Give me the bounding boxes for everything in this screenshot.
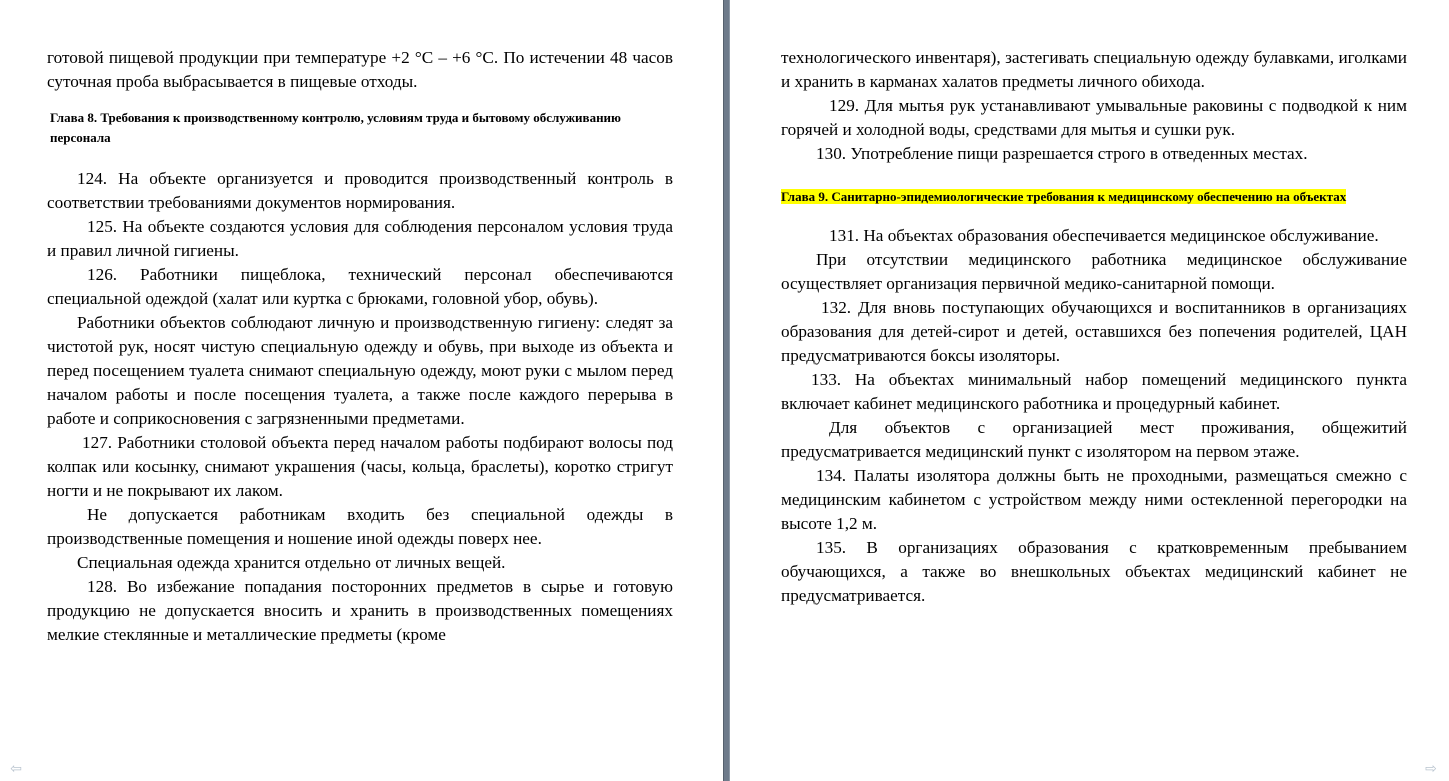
- paragraph: готовой пищевой продукции при температуре +2 °С – +6 °С. По истечении 48 часов суточная проба выбрасывается в пищевые отходы.: [47, 48, 673, 91]
- chapter-heading-highlighted: Глава 9. Санитарно-эпидемиологические требования к медицинскому обеспечению на объектах: [781, 189, 1347, 204]
- paragraph-128: 128. Во избежание попадания посторонних предметов в сырье и готовую продукцию не допускается вносить и хранить в производственных помещениях мелкие стеклянные и металлические предметы (кроме: [47, 577, 673, 644]
- paragraph-124: 124. На объекте организуется и проводится производственный контроль в соответствии требованиями документов нормирования.: [47, 169, 673, 212]
- paragraph-126: 126. Работники пищеблока, технический персонал обеспечиваются специальной одеждой (халат или куртка с брюками, головной убор, обувь).: [47, 265, 673, 308]
- paragraph-125: 125. На объекте создаются условия для соблюдения персоналом условия труда и правил личной гигиены.: [47, 217, 673, 260]
- previous-page-icon[interactable]: ⇦: [10, 761, 22, 777]
- paragraph-129: 129. Для мытья рук устанавливают умывальные раковины с подводкой к ним горячей и холодной воды, средствами для мытья и сушки рук.: [781, 96, 1407, 139]
- next-page-icon[interactable]: ⇨: [1425, 761, 1437, 777]
- chapter-heading: Глава 8. Требования к производственному контролю, условиям труда и бытовому обслуживанию персонала: [50, 110, 621, 145]
- paragraph-hygiene: Работники объектов соблюдают личную и производственную гигиену: следят за чистотой рук, носят чистую специальную одежду и обувь, при выходе из объекта и перед посещением туалета снимают специальную одежду, моют руки с мылом перед началом работы и после посещения туалета, а также после каждого перерыва в работе и соприкосновения с загрязненными предметами.: [47, 313, 673, 428]
- paragraph: технологического инвентаря), застегивать специальную одежду булавками, иголками и хранить в карманах халатов предметы личного обихода.: [781, 48, 1407, 91]
- paragraph-135: 135. В организациях образования с кратковременным пребыванием обучающихся, а также во внешкольных объектах медицинский кабинет не предусматривается.: [781, 538, 1407, 605]
- right-column: [781, 46, 1407, 608]
- paragraph-131: 131. На объектах образования обеспечивается медицинское обслуживание.: [829, 226, 1379, 245]
- page-divider: [723, 0, 730, 781]
- left-page: [0, 0, 723, 781]
- paragraph-134: 134. Палаты изолятора должны быть не проходными, размещаться смежно с медицинским кабинетом с устройством между ними остекленной перегородки на высоте 1,2 м.: [781, 466, 1407, 533]
- paragraph-no-entry: Не допускается работникам входить без специальной одежды в производственные помещения и ношение иной одежды поверх нее.: [47, 505, 673, 548]
- right-page: [730, 0, 1449, 781]
- paragraph-dormitory: Для объектов с организацией мест проживания, общежитий предусматривается медицинский пункт с изолятором на первом этаже.: [781, 418, 1407, 461]
- left-column: [47, 46, 673, 647]
- paragraph-130: 130. Употребление пищи разрешается строго в отведенных местах.: [816, 144, 1308, 163]
- paragraph-storage: Специальная одежда хранится отдельно от личных вещей.: [77, 553, 506, 572]
- paragraph-132: 132. Для вновь поступающих обучающихся и воспитанников в организациях образования для детей-сирот и детей, оставшихся без попечения родителей, ЦАН предусматриваются боксы изоляторы.: [781, 298, 1407, 365]
- paragraph-133: 133. На объектах минимальный набор помещений медицинского пункта включает кабинет медицинского работника и процедурный кабинет.: [781, 370, 1407, 413]
- paragraph-medical-service: При отсутствии медицинского работника медицинское обслуживание осуществляет организация первичной медико-санитарной помощи.: [781, 250, 1407, 293]
- paragraph-127: 127. Работники столовой объекта перед началом работы подбирают волосы под колпак или косынку, снимают украшения (часы, кольца, браслеты), коротко стригут ногти и не покрывают их лаком.: [47, 433, 673, 500]
